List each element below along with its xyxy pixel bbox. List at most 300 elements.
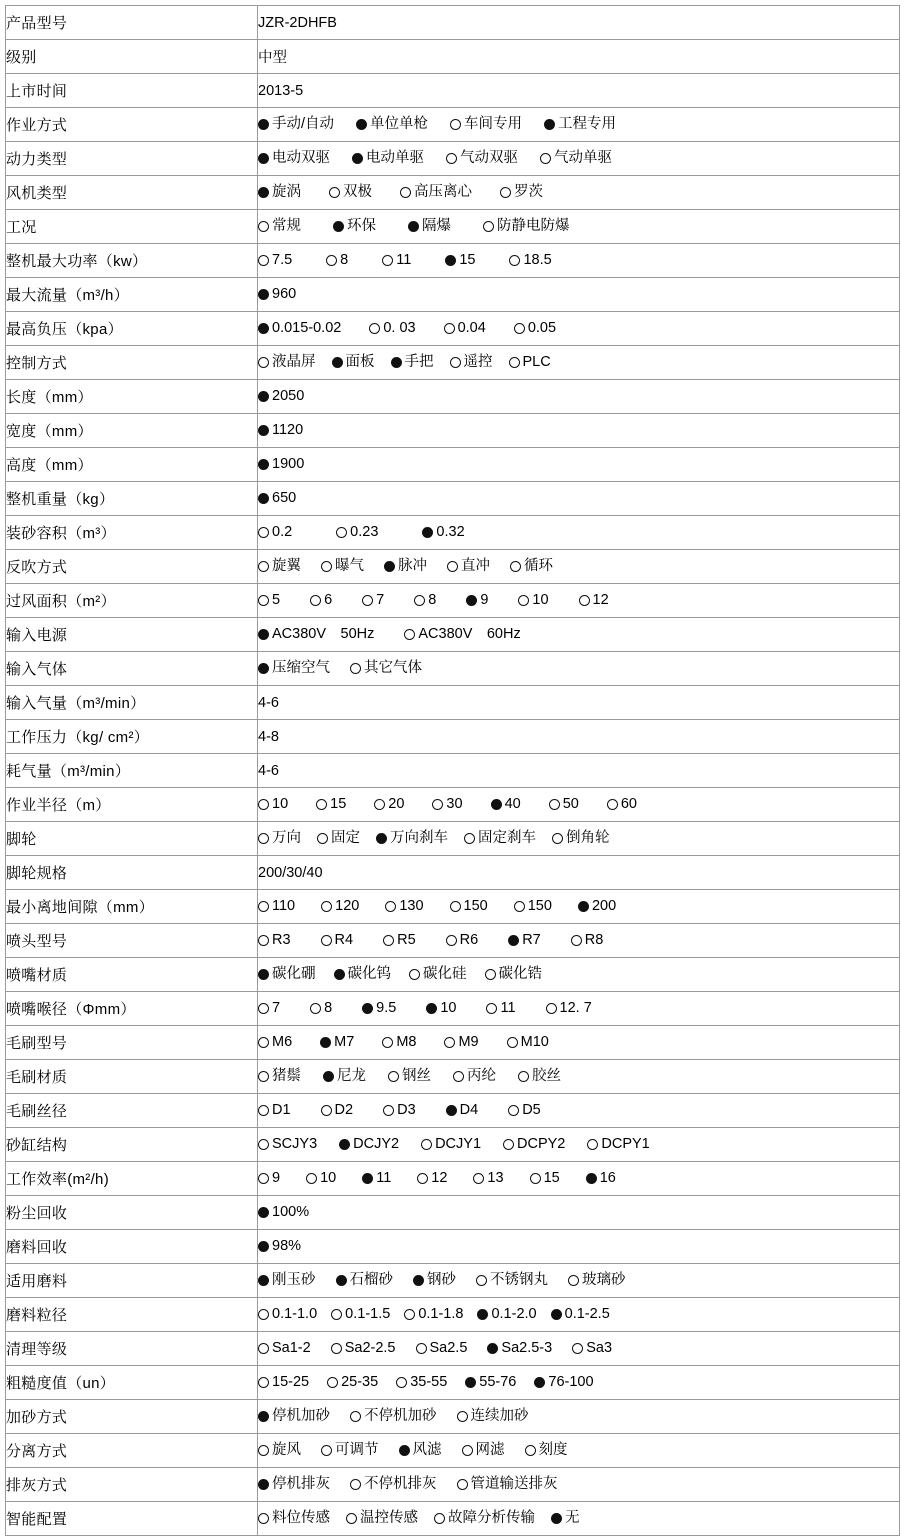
option-item[interactable] — [587, 1137, 649, 1152]
radio-unselected-icon[interactable] — [258, 1071, 269, 1082]
radio-unselected-icon[interactable] — [258, 1173, 269, 1184]
radio-selected-icon[interactable] — [508, 935, 519, 946]
option-item[interactable] — [534, 1375, 593, 1390]
radio-unselected-icon[interactable] — [306, 1173, 317, 1184]
option-item[interactable] — [258, 1273, 316, 1288]
option-item[interactable] — [391, 355, 434, 370]
radio-unselected-icon[interactable] — [509, 255, 520, 266]
radio-unselected-icon[interactable] — [258, 1003, 269, 1014]
option-item[interactable] — [258, 321, 341, 336]
option-item[interactable] — [323, 1069, 366, 1084]
option-item[interactable] — [382, 1035, 416, 1050]
option-item[interactable] — [510, 559, 553, 574]
radio-unselected-icon[interactable] — [446, 153, 457, 164]
radio-selected-icon[interactable] — [422, 527, 433, 538]
option-item[interactable] — [258, 661, 330, 676]
radio-selected-icon[interactable] — [332, 357, 343, 368]
radio-unselected-icon[interactable] — [258, 1105, 269, 1116]
option-item[interactable] — [321, 899, 359, 914]
radio-unselected-icon[interactable] — [579, 595, 590, 606]
radio-unselected-icon[interactable] — [450, 357, 461, 368]
radio-selected-icon[interactable] — [551, 1513, 562, 1524]
option-item[interactable] — [383, 1103, 416, 1118]
radio-unselected-icon[interactable] — [514, 323, 525, 334]
radio-unselected-icon[interactable] — [258, 561, 269, 572]
radio-unselected-icon[interactable] — [500, 187, 511, 198]
radio-unselected-icon[interactable] — [530, 1173, 541, 1184]
option-item[interactable] — [258, 1171, 280, 1186]
option-item[interactable] — [525, 1443, 568, 1458]
option-item[interactable] — [416, 1341, 468, 1356]
option-item[interactable] — [258, 1511, 330, 1526]
radio-selected-icon[interactable] — [258, 119, 269, 130]
option-item[interactable] — [485, 967, 543, 982]
option-item[interactable] — [446, 151, 518, 166]
radio-unselected-icon[interactable] — [350, 1479, 361, 1490]
radio-unselected-icon[interactable] — [444, 323, 455, 334]
radio-selected-icon[interactable] — [466, 595, 477, 606]
option-item[interactable] — [518, 1069, 561, 1084]
option-item[interactable] — [258, 1307, 317, 1322]
radio-unselected-icon[interactable] — [385, 901, 396, 912]
radio-unselected-icon[interactable] — [400, 187, 411, 198]
radio-selected-icon[interactable] — [258, 323, 269, 334]
radio-unselected-icon[interactable] — [310, 595, 321, 606]
option-item[interactable] — [514, 321, 556, 336]
radio-unselected-icon[interactable] — [258, 1445, 269, 1456]
radio-unselected-icon[interactable] — [369, 323, 380, 334]
option-item[interactable] — [444, 1035, 478, 1050]
radio-unselected-icon[interactable] — [350, 663, 361, 674]
option-item[interactable] — [356, 117, 428, 132]
option-item[interactable] — [346, 1511, 418, 1526]
radio-selected-icon[interactable] — [362, 1173, 373, 1184]
option-item[interactable] — [317, 831, 360, 846]
option-item[interactable] — [551, 1511, 580, 1526]
option-item[interactable] — [258, 1205, 309, 1220]
radio-unselected-icon[interactable] — [507, 1037, 518, 1048]
option-item[interactable] — [326, 253, 348, 268]
radio-unselected-icon[interactable] — [447, 561, 458, 572]
option-item[interactable] — [417, 1171, 447, 1186]
option-item[interactable] — [258, 355, 316, 370]
option-item[interactable] — [549, 797, 579, 812]
radio-unselected-icon[interactable] — [514, 901, 525, 912]
option-item[interactable] — [329, 185, 372, 200]
option-item[interactable] — [350, 1477, 437, 1492]
option-item[interactable] — [453, 1069, 496, 1084]
option-item[interactable] — [399, 1443, 442, 1458]
radio-selected-icon[interactable] — [323, 1071, 334, 1082]
option-item[interactable] — [546, 1001, 592, 1016]
option-item[interactable] — [336, 525, 378, 540]
radio-selected-icon[interactable] — [334, 969, 345, 980]
option-item[interactable] — [350, 661, 422, 676]
option-item[interactable] — [446, 933, 479, 948]
radio-unselected-icon[interactable] — [503, 1139, 514, 1150]
option-item[interactable] — [607, 797, 637, 812]
option-item[interactable] — [483, 219, 570, 234]
option-item[interactable] — [258, 1239, 301, 1254]
option-item[interactable] — [350, 1409, 437, 1424]
radio-selected-icon[interactable] — [336, 1275, 347, 1286]
radio-unselected-icon[interactable] — [417, 1173, 428, 1184]
radio-unselected-icon[interactable] — [258, 221, 269, 232]
radio-selected-icon[interactable] — [258, 1275, 269, 1286]
option-item[interactable] — [500, 185, 543, 200]
radio-unselected-icon[interactable] — [321, 901, 332, 912]
option-item[interactable] — [258, 1409, 330, 1424]
option-item[interactable] — [409, 967, 467, 982]
option-item[interactable] — [444, 321, 486, 336]
option-item[interactable] — [487, 1341, 552, 1356]
radio-selected-icon[interactable] — [258, 459, 269, 470]
option-item[interactable] — [396, 1375, 447, 1390]
option-item[interactable] — [362, 1001, 396, 1016]
option-item[interactable] — [382, 253, 411, 268]
radio-selected-icon[interactable] — [578, 901, 589, 912]
radio-unselected-icon[interactable] — [258, 595, 269, 606]
option-item[interactable] — [477, 1307, 536, 1322]
option-item[interactable] — [445, 253, 475, 268]
radio-unselected-icon[interactable] — [329, 187, 340, 198]
option-item[interactable] — [413, 1273, 456, 1288]
radio-unselected-icon[interactable] — [258, 1309, 269, 1320]
radio-unselected-icon[interactable] — [258, 357, 269, 368]
radio-unselected-icon[interactable] — [258, 833, 269, 844]
radio-selected-icon[interactable] — [534, 1377, 545, 1388]
option-item[interactable] — [572, 1341, 612, 1356]
radio-unselected-icon[interactable] — [382, 1037, 393, 1048]
option-item[interactable] — [258, 457, 304, 472]
option-item[interactable] — [578, 899, 616, 914]
radio-selected-icon[interactable] — [258, 663, 269, 674]
option-item[interactable] — [552, 831, 610, 846]
radio-selected-icon[interactable] — [413, 1275, 424, 1286]
radio-unselected-icon[interactable] — [374, 799, 385, 810]
option-item[interactable] — [579, 593, 609, 608]
option-item[interactable] — [333, 219, 376, 234]
option-item[interactable] — [321, 1103, 354, 1118]
radio-unselected-icon[interactable] — [518, 595, 529, 606]
option-item[interactable] — [258, 967, 316, 982]
option-item[interactable] — [462, 1443, 505, 1458]
radio-selected-icon[interactable] — [258, 391, 269, 402]
radio-unselected-icon[interactable] — [568, 1275, 579, 1286]
radio-selected-icon[interactable] — [426, 1003, 437, 1014]
radio-unselected-icon[interactable] — [258, 1377, 269, 1388]
option-item[interactable] — [385, 899, 423, 914]
radio-unselected-icon[interactable] — [416, 1343, 427, 1354]
radio-selected-icon[interactable] — [408, 221, 419, 232]
option-item[interactable] — [258, 1137, 317, 1152]
option-item[interactable] — [321, 933, 354, 948]
radio-unselected-icon[interactable] — [457, 1479, 468, 1490]
option-item[interactable] — [457, 1409, 529, 1424]
radio-unselected-icon[interactable] — [444, 1037, 455, 1048]
option-item[interactable] — [334, 967, 392, 982]
radio-unselected-icon[interactable] — [317, 833, 328, 844]
radio-unselected-icon[interactable] — [331, 1309, 342, 1320]
option-item[interactable] — [331, 1341, 396, 1356]
option-item[interactable] — [384, 559, 427, 574]
radio-unselected-icon[interactable] — [310, 1003, 321, 1014]
radio-unselected-icon[interactable] — [508, 1105, 519, 1116]
option-item[interactable] — [258, 899, 295, 914]
radio-selected-icon[interactable] — [258, 425, 269, 436]
option-item[interactable] — [503, 1137, 565, 1152]
radio-unselected-icon[interactable] — [476, 1275, 487, 1286]
radio-unselected-icon[interactable] — [321, 1105, 332, 1116]
option-item[interactable] — [465, 1375, 516, 1390]
radio-unselected-icon[interactable] — [321, 1445, 332, 1456]
radio-unselected-icon[interactable] — [258, 1139, 269, 1150]
radio-unselected-icon[interactable] — [362, 595, 373, 606]
option-item[interactable] — [258, 253, 292, 268]
option-item[interactable] — [404, 627, 520, 642]
option-item[interactable] — [258, 1001, 280, 1016]
radio-unselected-icon[interactable] — [540, 153, 551, 164]
radio-unselected-icon[interactable] — [331, 1343, 342, 1354]
option-item[interactable] — [258, 797, 288, 812]
option-item[interactable] — [540, 151, 612, 166]
radio-unselected-icon[interactable] — [382, 255, 393, 266]
radio-unselected-icon[interactable] — [421, 1139, 432, 1150]
radio-unselected-icon[interactable] — [462, 1445, 473, 1456]
option-item[interactable] — [258, 1069, 301, 1084]
radio-selected-icon[interactable] — [258, 153, 269, 164]
option-item[interactable] — [514, 899, 552, 914]
radio-unselected-icon[interactable] — [258, 1343, 269, 1354]
option-item[interactable] — [258, 1341, 311, 1356]
option-item[interactable] — [473, 1171, 503, 1186]
radio-unselected-icon[interactable] — [383, 1105, 394, 1116]
radio-unselected-icon[interactable] — [327, 1377, 338, 1388]
option-item[interactable] — [258, 559, 301, 574]
option-item[interactable] — [316, 797, 346, 812]
option-item[interactable] — [450, 117, 522, 132]
option-item[interactable] — [544, 117, 616, 132]
radio-unselected-icon[interactable] — [258, 901, 269, 912]
radio-unselected-icon[interactable] — [434, 1513, 445, 1524]
option-item[interactable] — [457, 1477, 558, 1492]
radio-unselected-icon[interactable] — [432, 799, 443, 810]
radio-unselected-icon[interactable] — [258, 527, 269, 538]
radio-unselected-icon[interactable] — [404, 629, 415, 640]
option-item[interactable] — [332, 355, 375, 370]
option-item[interactable] — [310, 1001, 332, 1016]
radio-selected-icon[interactable] — [333, 221, 344, 232]
option-item[interactable] — [321, 559, 364, 574]
option-item[interactable] — [530, 1171, 560, 1186]
option-item[interactable] — [434, 1511, 535, 1526]
radio-unselected-icon[interactable] — [571, 935, 582, 946]
option-item[interactable] — [258, 593, 280, 608]
option-item[interactable] — [321, 1443, 379, 1458]
radio-unselected-icon[interactable] — [404, 1309, 415, 1320]
option-item[interactable] — [508, 1103, 541, 1118]
option-item[interactable] — [258, 1443, 301, 1458]
option-item[interactable] — [331, 1307, 390, 1322]
radio-unselected-icon[interactable] — [350, 1411, 361, 1422]
radio-selected-icon[interactable] — [258, 969, 269, 980]
option-item[interactable] — [414, 593, 436, 608]
option-item[interactable] — [476, 1273, 548, 1288]
radio-unselected-icon[interactable] — [473, 1173, 484, 1184]
radio-unselected-icon[interactable] — [587, 1139, 598, 1150]
radio-selected-icon[interactable] — [487, 1343, 498, 1354]
option-item[interactable] — [571, 933, 604, 948]
radio-unselected-icon[interactable] — [483, 221, 494, 232]
option-item[interactable] — [362, 1171, 391, 1186]
radio-unselected-icon[interactable] — [321, 935, 332, 946]
option-item[interactable] — [422, 525, 464, 540]
radio-selected-icon[interactable] — [258, 187, 269, 198]
radio-unselected-icon[interactable] — [572, 1343, 583, 1354]
option-item[interactable] — [320, 1035, 354, 1050]
option-item[interactable] — [258, 1103, 291, 1118]
option-item[interactable] — [258, 491, 296, 506]
radio-unselected-icon[interactable] — [457, 1411, 468, 1422]
radio-selected-icon[interactable] — [258, 1241, 269, 1252]
radio-selected-icon[interactable] — [445, 255, 456, 266]
radio-selected-icon[interactable] — [258, 289, 269, 300]
radio-unselected-icon[interactable] — [450, 119, 461, 130]
option-item[interactable] — [352, 151, 424, 166]
radio-selected-icon[interactable] — [258, 629, 269, 640]
option-item[interactable] — [432, 797, 462, 812]
radio-unselected-icon[interactable] — [326, 255, 337, 266]
option-item[interactable] — [258, 117, 334, 132]
option-item[interactable] — [339, 1137, 399, 1152]
option-item[interactable] — [258, 627, 374, 642]
radio-unselected-icon[interactable] — [258, 799, 269, 810]
option-item[interactable] — [446, 1103, 479, 1118]
option-item[interactable] — [450, 355, 493, 370]
radio-unselected-icon[interactable] — [336, 527, 347, 538]
option-item[interactable] — [400, 185, 472, 200]
radio-unselected-icon[interactable] — [446, 935, 457, 946]
option-item[interactable] — [509, 253, 551, 268]
option-item[interactable] — [376, 831, 448, 846]
radio-selected-icon[interactable] — [544, 119, 555, 130]
option-item[interactable] — [509, 355, 551, 370]
radio-unselected-icon[interactable] — [258, 1513, 269, 1524]
radio-unselected-icon[interactable] — [464, 833, 475, 844]
option-item[interactable] — [258, 1477, 330, 1492]
option-item[interactable] — [258, 831, 301, 846]
option-item[interactable] — [486, 1001, 515, 1016]
option-item[interactable] — [408, 219, 451, 234]
radio-unselected-icon[interactable] — [546, 1003, 557, 1014]
radio-unselected-icon[interactable] — [552, 833, 563, 844]
radio-selected-icon[interactable] — [258, 1411, 269, 1422]
radio-unselected-icon[interactable] — [316, 799, 327, 810]
radio-unselected-icon[interactable] — [258, 1037, 269, 1048]
option-item[interactable] — [258, 219, 301, 234]
option-item[interactable] — [327, 1375, 378, 1390]
option-item[interactable] — [258, 525, 292, 540]
radio-unselected-icon[interactable] — [525, 1445, 536, 1456]
radio-unselected-icon[interactable] — [486, 1003, 497, 1014]
radio-unselected-icon[interactable] — [485, 969, 496, 980]
option-item[interactable] — [426, 1001, 456, 1016]
option-item[interactable] — [362, 593, 384, 608]
option-item[interactable] — [258, 1375, 309, 1390]
option-item[interactable] — [258, 185, 301, 200]
option-item[interactable] — [310, 593, 332, 608]
radio-selected-icon[interactable] — [376, 833, 387, 844]
radio-selected-icon[interactable] — [258, 493, 269, 504]
radio-unselected-icon[interactable] — [510, 561, 521, 572]
radio-unselected-icon[interactable] — [453, 1071, 464, 1082]
radio-selected-icon[interactable] — [339, 1139, 350, 1150]
radio-unselected-icon[interactable] — [509, 357, 520, 368]
option-item[interactable] — [491, 797, 521, 812]
radio-unselected-icon[interactable] — [258, 935, 269, 946]
radio-selected-icon[interactable] — [399, 1445, 410, 1456]
radio-unselected-icon[interactable] — [396, 1377, 407, 1388]
option-item[interactable] — [306, 1171, 336, 1186]
option-item[interactable] — [568, 1273, 626, 1288]
option-item[interactable] — [369, 321, 415, 336]
radio-selected-icon[interactable] — [356, 119, 367, 130]
option-item[interactable] — [421, 1137, 481, 1152]
option-item[interactable] — [383, 933, 416, 948]
radio-unselected-icon[interactable] — [346, 1513, 357, 1524]
option-item[interactable] — [388, 1069, 431, 1084]
option-item[interactable] — [258, 389, 304, 404]
radio-unselected-icon[interactable] — [321, 561, 332, 572]
radio-selected-icon[interactable] — [491, 799, 502, 810]
radio-unselected-icon[interactable] — [549, 799, 560, 810]
radio-unselected-icon[interactable] — [518, 1071, 529, 1082]
option-item[interactable] — [450, 899, 488, 914]
radio-selected-icon[interactable] — [320, 1037, 331, 1048]
radio-selected-icon[interactable] — [551, 1309, 562, 1320]
option-item[interactable] — [258, 287, 296, 302]
option-item[interactable] — [258, 933, 291, 948]
option-item[interactable] — [508, 933, 541, 948]
option-item[interactable] — [551, 1307, 610, 1322]
option-item[interactable] — [336, 1273, 394, 1288]
option-item[interactable] — [447, 559, 490, 574]
radio-selected-icon[interactable] — [352, 153, 363, 164]
radio-selected-icon[interactable] — [446, 1105, 457, 1116]
radio-selected-icon[interactable] — [477, 1309, 488, 1320]
option-item[interactable] — [374, 797, 404, 812]
radio-selected-icon[interactable] — [465, 1377, 476, 1388]
radio-unselected-icon[interactable] — [607, 799, 618, 810]
radio-unselected-icon[interactable] — [383, 935, 394, 946]
radio-selected-icon[interactable] — [391, 357, 402, 368]
option-item[interactable] — [518, 593, 548, 608]
radio-unselected-icon[interactable] — [450, 901, 461, 912]
option-item[interactable] — [258, 1035, 292, 1050]
option-item[interactable] — [258, 151, 330, 166]
radio-selected-icon[interactable] — [258, 1207, 269, 1218]
option-item[interactable] — [404, 1307, 463, 1322]
radio-selected-icon[interactable] — [586, 1173, 597, 1184]
option-item[interactable] — [507, 1035, 549, 1050]
radio-unselected-icon[interactable] — [409, 969, 420, 980]
option-item[interactable] — [464, 831, 536, 846]
option-item[interactable] — [258, 423, 303, 438]
option-item[interactable] — [586, 1171, 616, 1186]
radio-unselected-icon[interactable] — [414, 595, 425, 606]
option-item[interactable] — [466, 593, 488, 608]
radio-selected-icon[interactable] — [384, 561, 395, 572]
